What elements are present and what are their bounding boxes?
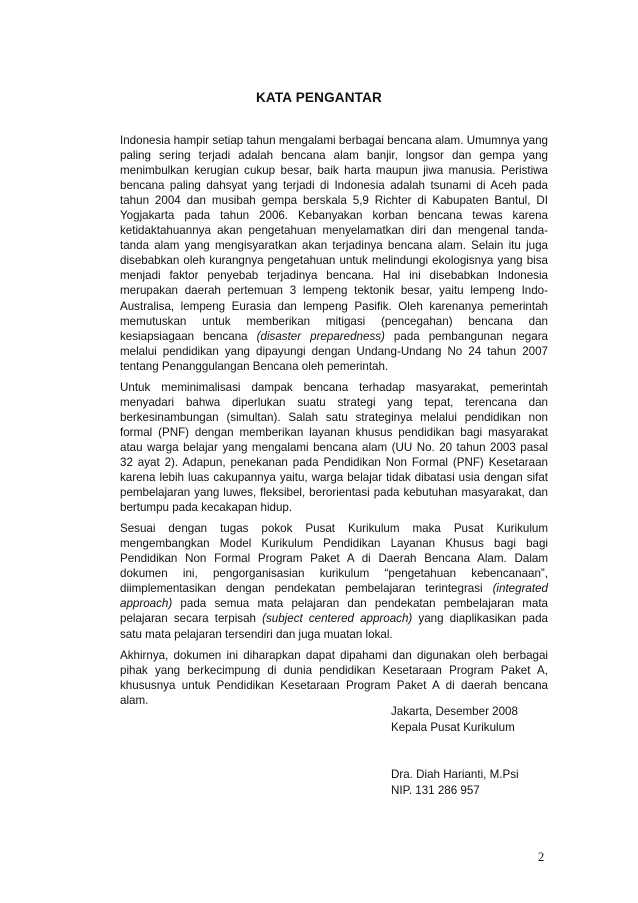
signer-position: Kepala Pusat Kurikulum xyxy=(391,720,515,734)
signature-header xyxy=(391,704,611,735)
paragraph-1 xyxy=(120,133,548,374)
page-number: 2 xyxy=(538,850,545,864)
page-title: KATA PENGANTAR xyxy=(255,90,383,105)
signature-block xyxy=(391,767,611,798)
text-run: Indonesia hampir setiap tahun mengalami berbagai bencana alam. Umumnya yang paling sering terjadi adalah bencana alam banjir, longsor dan gempa yang menimbulkan kerugian cukup besar, baik harta maupun jiwa manusia. Peristiwa bencana paling dahsyat yang terjadi di Indonesia adalah tsunami di Aceh pada tahun 2004 dan musibah gempa berskala 5,9 Richter di Kabupaten Bantul, DI Yogjakarta pada tahun 2006. Kebanyakan korban bencana tewas karena ketidaktahuannya akan pengetahuan menyelamatkan diri dan mengenal tanda-tanda alam yang mengisyaratkan akan terjadinya bencana alam. Selain itu juga disebabkan oleh kurangnya pengetahuan untuk melindungi ekologisnya yang bisa menjadi faktor penyebab terjadinya bencana. Hal ini disebabkan Indonesia merupakan daerah pertemuan 3 lempeng tektonik besar, yaitu lempeng Indo-Australisa, lempeng Eurasia dan lempeng Pasifik. Oleh karenanya pemerintah memutuskan untuk memberikan mitigasi (pencegahan) bencana dan kesiapsiagaan bencana xyxy=(120,134,548,343)
signer-name: Dra. Diah Harianti, M.Psi xyxy=(391,768,519,781)
text-run: pada semua mata pelajaran dan pendekatan pembelajaran mata pelajaran secara terpisah xyxy=(120,597,548,626)
text-run: Untuk meminimalisasi dampak bencana terhadap masyarakat, pemerintah menyadari bahwa diperlukan suatu strategi yang tepat, terencana dan berkesinambungan (simultan). Salah satu strateginya melalui pendidikan non formal (PNF) dengan memberikan layanan khusus pendidikan bagi masyarakat atau warga belajar yang mengalami bencana alam (UU No. 20 tahun 2003 pasal 32 ayat 2). Adapun, penekanan pada Pendidikan Non Formal (PNF) Kesetaraan karena lebih luas cakupannya yaitu, warga belajar tidak dibatasi usia dengan sifat pembelajaran yang luwes, fleksibel, berorientasi pada kebutuhan masyarakat, dan bertumpu pada kecakapan hidup. xyxy=(120,380,548,515)
italic-term: (subject centered approach) xyxy=(262,612,413,626)
paragraph-3 xyxy=(120,521,548,641)
paragraph-4 xyxy=(120,648,548,708)
paragraph-2 xyxy=(120,380,548,515)
place-date: Jakarta, Desember 2008 xyxy=(391,705,518,718)
italic-term: (disaster preparedness) xyxy=(256,329,385,343)
body-text xyxy=(120,133,548,714)
text-run: pada pembangunan negara melalui pendidikan yang dipayungi dengan Undang-Undang No 24 tahun 2007 tentang Penanggulangan Bencana oleh pemerintah. xyxy=(120,329,548,373)
text-run: Sesuai dengan tugas pokok Pusat Kurikulum maka Pusat Kurikulum mengembangkan Model Kurikulum Pendidikan Layanan Khusus bagi bagi Pendidikan Non Formal Program Paket A di Daerah Bencana Alam. Dalam dokumen ini, pengorganisasian kurikulum “pengetahuan kebencanaan”, diimplementasikan dengan pendekatan pembelajaran terintegrasi xyxy=(120,522,548,596)
italic-term: (integrated approach) xyxy=(120,582,548,611)
text-run: Akhirnya, dokumen ini diharapkan dapat dipahami dan digunakan oleh berbagai pihak yang berkecimpung di dunia pendidikan Kesetaraan Program Paket A, khususnya untuk Pendidikan Kesetaraan Program Paket A di daerah bencana alam. xyxy=(120,648,548,707)
text-run: yang diaplikasikan pada satu mata pelajaran tersendiri dan juga muatan lokal. xyxy=(120,612,548,641)
signer-nip: NIP. 131 286 957 xyxy=(391,783,480,797)
